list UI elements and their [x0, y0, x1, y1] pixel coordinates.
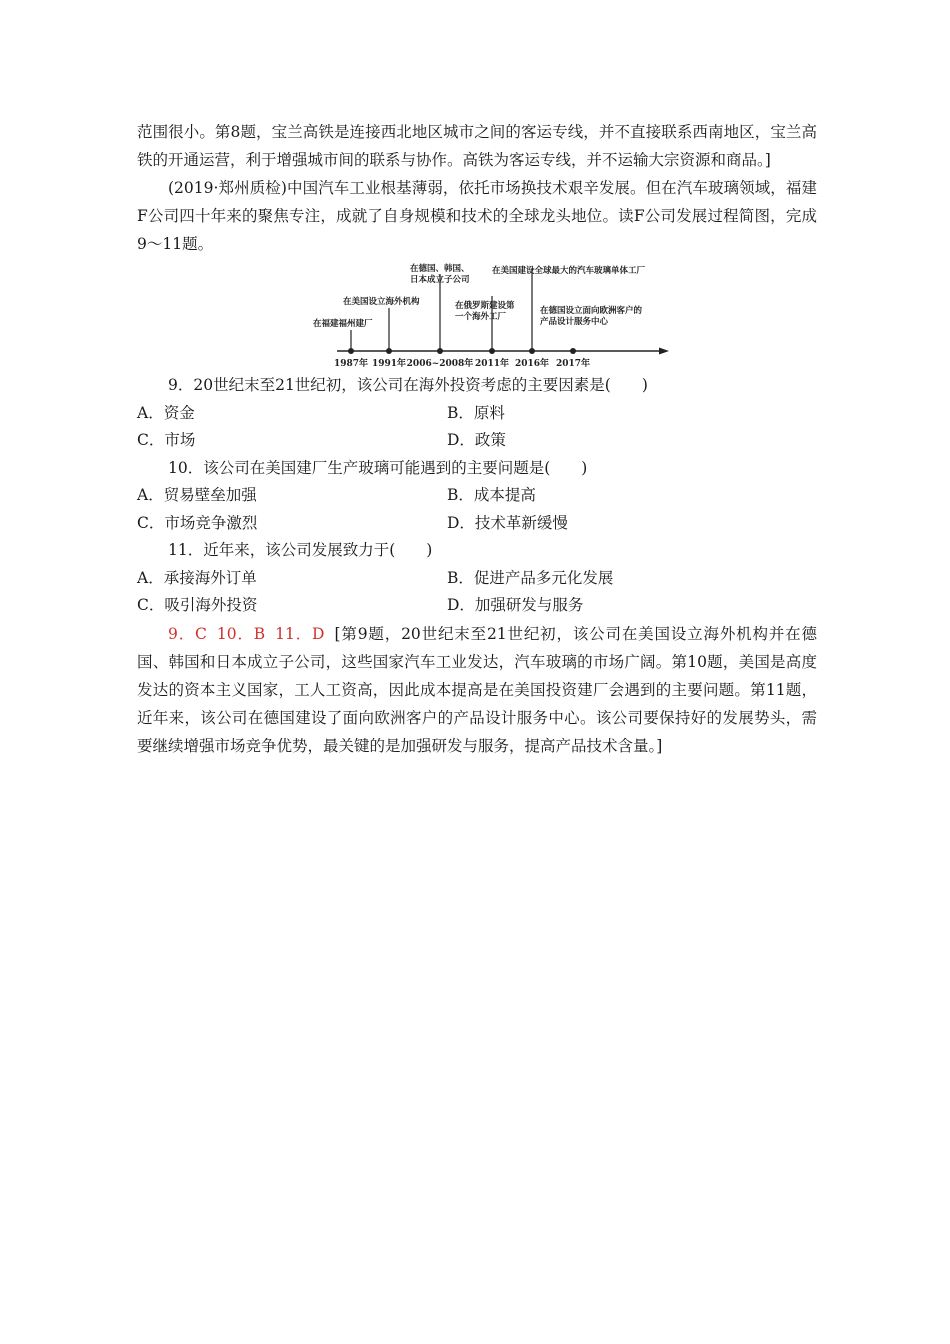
option-10-c: C．市场竞争激烈 — [137, 513, 258, 532]
event-label-2006-line1: 在德国、韩国、 — [410, 264, 470, 274]
option-9-c: C．市场 — [137, 431, 196, 449]
option-11-b: B．促进产品多元化发展 — [447, 568, 614, 587]
timeline-arrow-icon — [659, 348, 669, 355]
event-label-1987: 在福建福州建厂 — [313, 319, 373, 329]
option-9-b: B．原料 — [447, 403, 505, 422]
tick-label-2006-2008: 2006~2008年 — [406, 359, 474, 369]
event-label-2016: 在美国建设全球最大的汽车玻璃单体工厂 — [492, 266, 646, 276]
answer-keys — [137, 625, 335, 643]
event-label-2011-line2: 一个海外工厂 — [455, 312, 507, 322]
document-page — [137, 118, 817, 760]
timeline-dot-2011 — [489, 348, 495, 354]
timeline-dot-2017 — [570, 348, 576, 354]
question-9-options — [137, 400, 817, 455]
option-11-c: C．吸引海外投资 — [137, 596, 258, 614]
question-11-stem: 11．近年来，该公司发展致力于( ) — [168, 541, 433, 559]
question-stem: (2019·郑州质检)中国汽车工业根基薄弱，依托市场换技术艰辛发展。但在汽车玻璃领域，福建F公司四十年来的聚焦专注，成就了自身规模和技术的全球龙头地位。读F公司发展过程简图，完成9～11题。 — [137, 179, 817, 253]
question-10-stem: 10．该公司在美国建厂生产玻璃可能遇到的主要问题是( ) — [168, 458, 588, 477]
timeline-dot-1991 — [386, 348, 392, 354]
timeline-dot-2016 — [529, 348, 535, 354]
answer-explanation: [第9题，20世纪末至21世纪初，该公司在美国设立海外机构并在德国、韩国和日本成立子公司，这些国家汽车工业发达，汽车玻璃的市场广阔。第10题，美国是高度发达的资本主义国家，工人工资高，因此成本提高是在美国投资建厂会遇到的主要问题。第11题，近年来，该公司在德国建设了面向欧洲客户的产品设计服务中心。该公司要保持好的发展势头，需要继续增强市场竞争优势，最关键的是加强研发与服务，提高产品技术含量。] — [137, 624, 817, 755]
answer-key-10: 10．B — [216, 624, 266, 643]
option-10-d: D．技术革新缓慢 — [447, 513, 568, 532]
event-label-2017-line2: 产品设计服务中心 — [540, 317, 609, 327]
tick-label-1987: 1987年 — [333, 359, 369, 369]
timeline-dot-1987 — [348, 348, 354, 354]
question-11-options — [137, 565, 817, 620]
event-label-2017-line1: 在德国设立面向欧洲客户的 — [540, 306, 643, 316]
tick-label-2016: 2016年 — [514, 359, 550, 369]
timeline-dot-2006 — [437, 348, 443, 354]
timeline-figure — [137, 260, 817, 372]
question-9-stem: 9．20世纪末至21世纪初，该公司在海外投资考虑的主要因素是( ) — [168, 376, 648, 394]
answer-paragraph — [137, 620, 817, 760]
answer-key-9: 9．C — [168, 624, 207, 643]
event-label-1991: 在美国设立海外机构 — [343, 297, 420, 307]
option-9-d: D．政策 — [447, 431, 506, 449]
event-label-2006-line2: 日本成立子公司 — [410, 275, 470, 285]
question-10-options — [137, 482, 817, 537]
option-9-a: A．资金 — [137, 403, 195, 422]
tick-label-2011: 2011年 — [474, 359, 510, 369]
intro-paragraph: 范围很小。第8题，宝兰高铁是连接西北地区城市之间的客运专线，并不直接联系西南地区，宝兰高铁的开通运营，利于增强城市间的联系与协作。高铁为客运专线，并不运输大宗资源和商品。] — [137, 123, 817, 169]
timeline-svg — [137, 260, 817, 372]
event-label-2011-line1: 在俄罗斯建设第 — [455, 301, 515, 311]
tick-label-2017: 2017年 — [555, 359, 591, 369]
option-10-b: B．成本提高 — [447, 486, 536, 504]
option-11-d: D．加强研发与服务 — [447, 596, 584, 614]
option-10-a: A．贸易壁垒加强 — [137, 486, 257, 504]
tick-label-1991: 1991年 — [371, 359, 407, 369]
option-11-a: A．承接海外订单 — [137, 568, 257, 587]
answer-key-11: 11．D — [275, 624, 325, 643]
